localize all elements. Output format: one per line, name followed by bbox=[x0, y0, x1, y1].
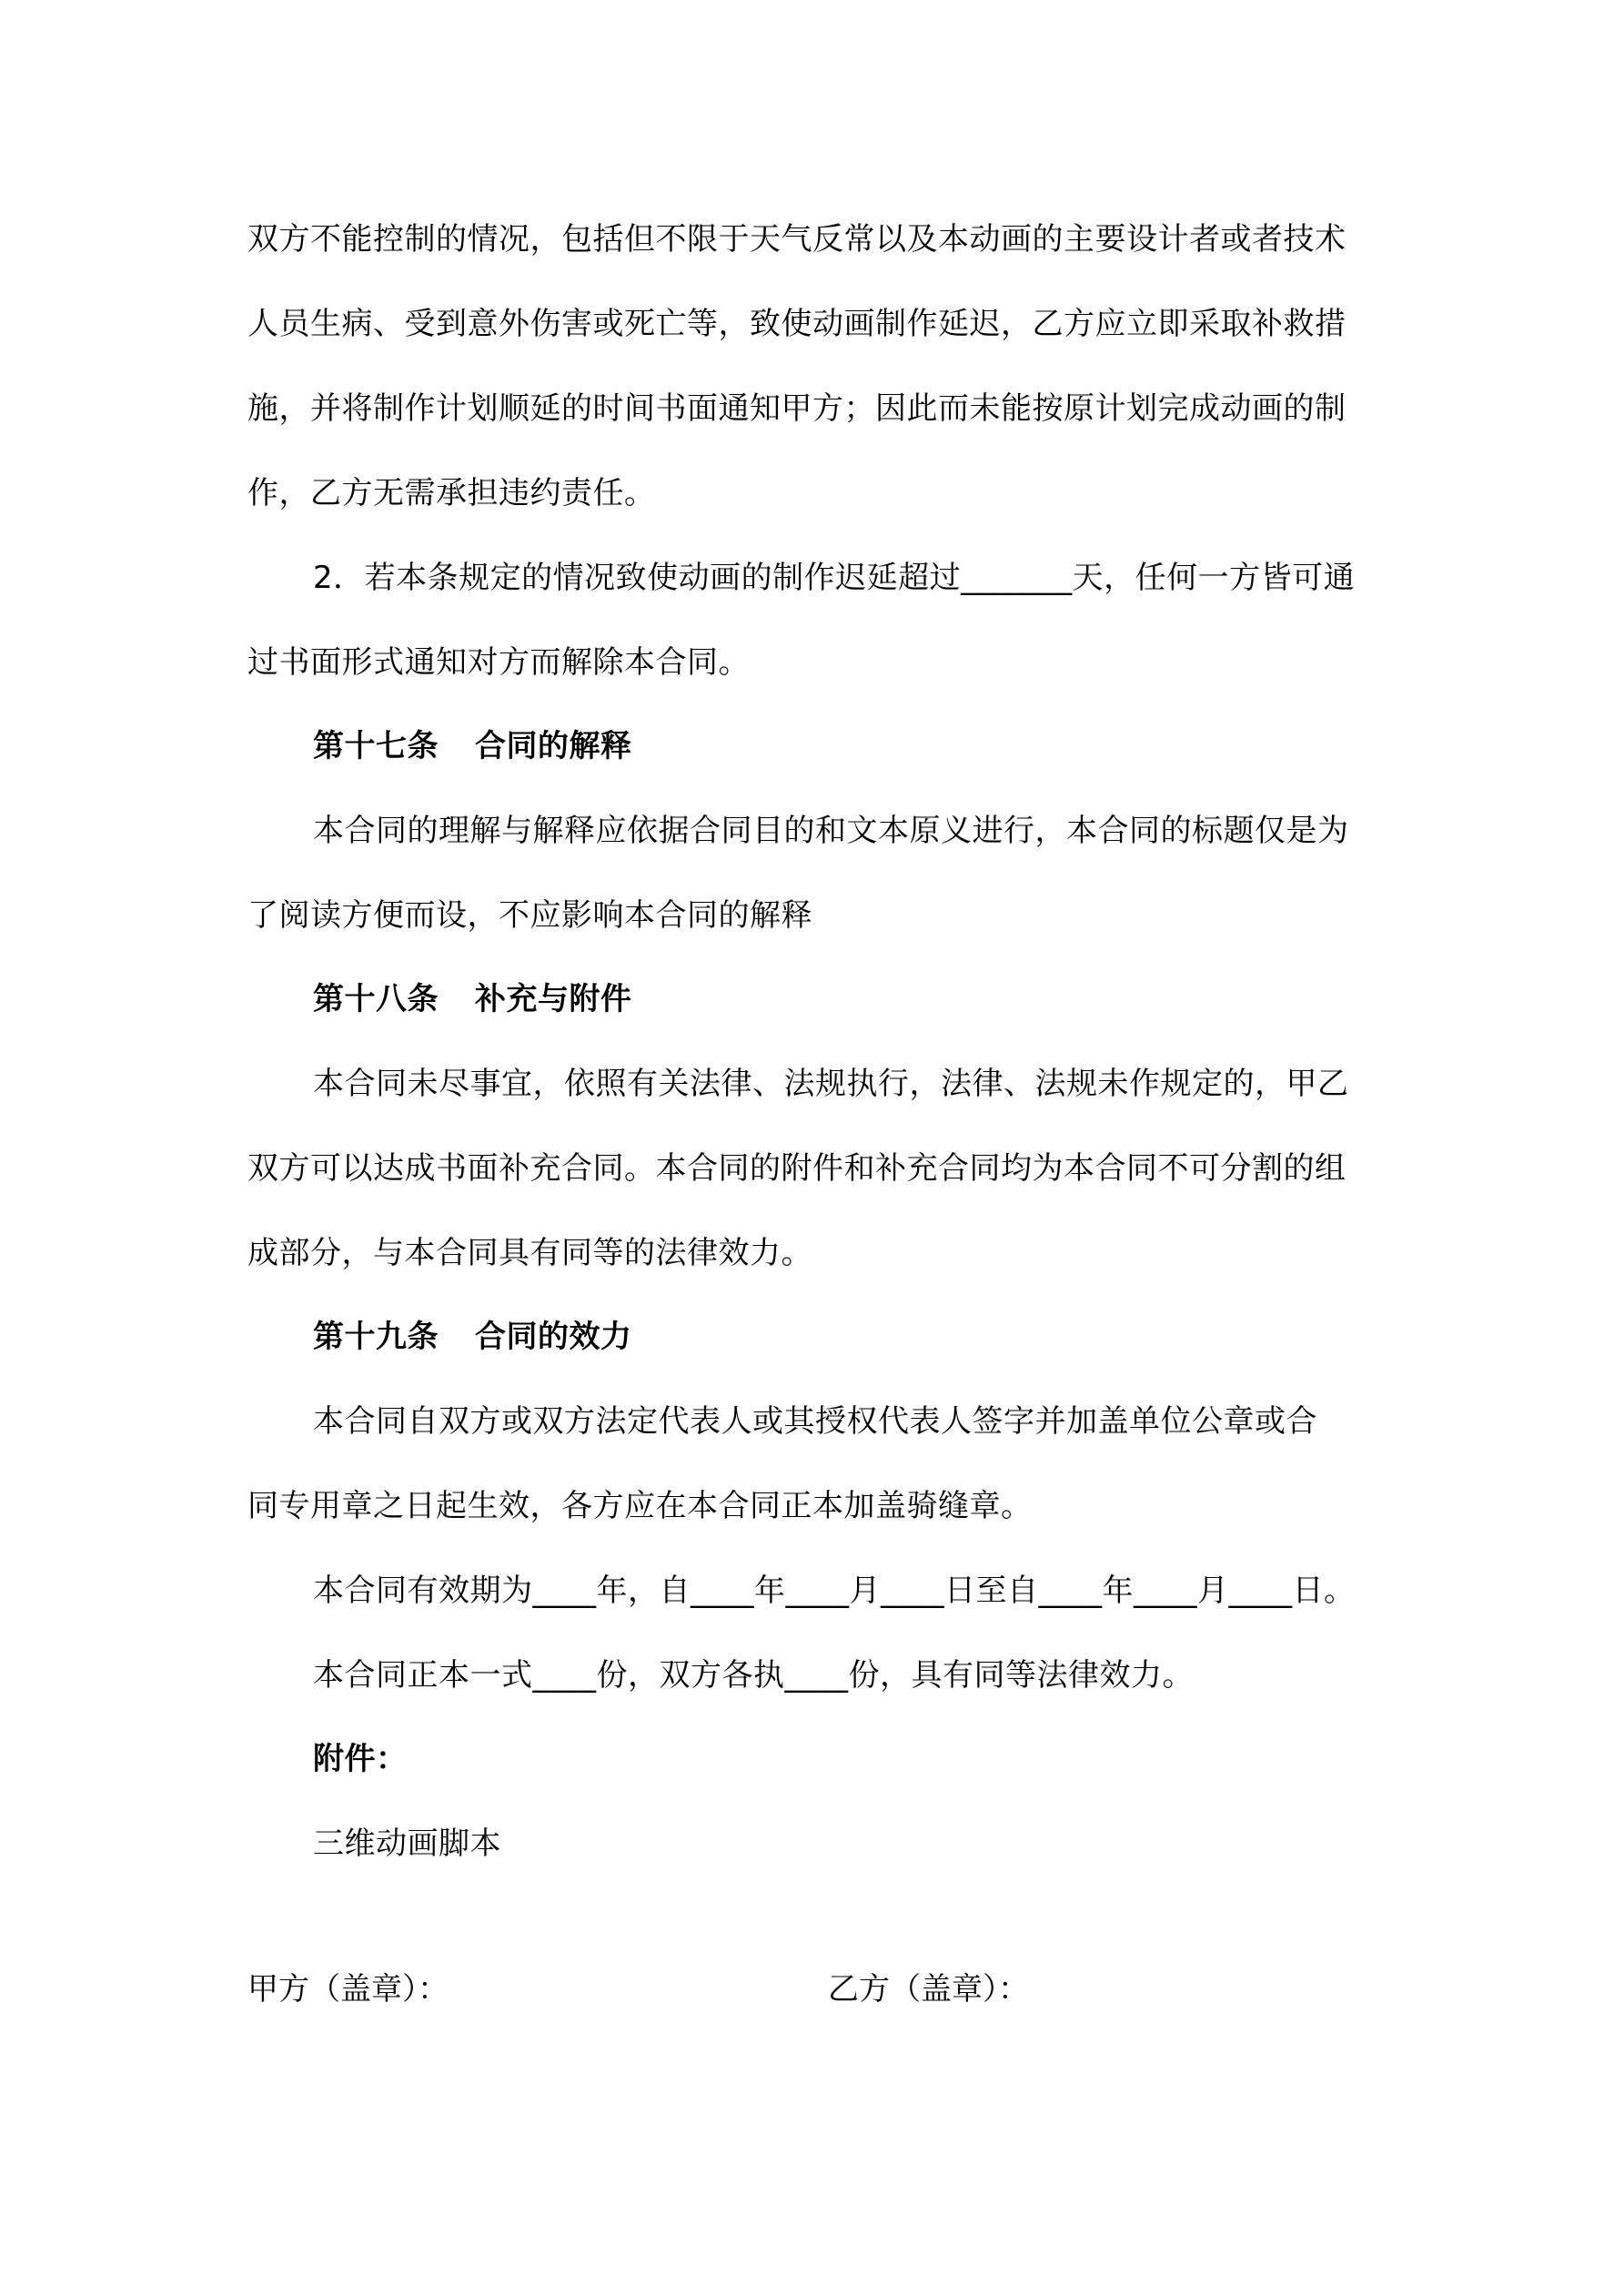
paragraph-line: 2．若本条规定的情况致使动画的制作迟延超过_______天，任何一方皆可通 bbox=[313, 560, 1356, 596]
party-a-signature-label: 甲方（盖章）： bbox=[247, 1971, 449, 2008]
paragraph-line: 过书面形式通知对方而解除本合同。 bbox=[247, 644, 750, 681]
copies-line: 本合同正本一式____份，双方各执____份，具有同等法律效力。 bbox=[313, 1657, 1194, 1694]
article-17-heading bbox=[313, 726, 1459, 766]
article-title: 补充与附件 bbox=[475, 981, 632, 1017]
article-19-heading bbox=[313, 1317, 1459, 1357]
article-18-heading bbox=[313, 979, 1459, 1019]
validity-period-line: 本合同有效期为____年，自____年____月____日至自____年____月____日。 bbox=[313, 1573, 1356, 1609]
paragraph-line: 人员生病、受到意外伤害或死亡等，致使动画制作延迟，乙方应立即采取补救措 bbox=[247, 306, 1347, 342]
article-number: 第十八条 bbox=[313, 981, 439, 1017]
attachment-item: 三维动画脚本 bbox=[313, 1826, 501, 1862]
attachment-label: 附件： bbox=[313, 1741, 408, 1777]
article-number: 第十七条 bbox=[313, 728, 439, 764]
paragraph-line: 了阅读方便而设，不应影响本合同的解释 bbox=[247, 897, 812, 934]
party-b-signature-label: 乙方（盖章）： bbox=[828, 1971, 1029, 2008]
article-title: 合同的效力 bbox=[475, 1319, 632, 1355]
paragraph-line: 双方不能控制的情况，包括但不限于天气反常以及本动画的主要设计者或者技术 bbox=[247, 221, 1347, 258]
paragraph-line: 本合同的理解与解释应依据合同目的和文本原义进行，本合同的标题仅是为 bbox=[313, 813, 1349, 849]
paragraph-line: 作，乙方无需承担违约责任。 bbox=[247, 475, 656, 511]
paragraph-line: 本合同未尽事宜，依照有关法律、法规执行，法律、法规未作规定的，甲乙 bbox=[313, 1066, 1349, 1102]
article-title: 合同的解释 bbox=[475, 728, 632, 764]
paragraph-line: 同专用章之日起生效，各方应在本合同正本加盖骑缝章。 bbox=[247, 1488, 1033, 1524]
article-number: 第十九条 bbox=[313, 1319, 439, 1355]
paragraph-line: 成部分，与本合同具有同等的法律效力。 bbox=[247, 1235, 812, 1271]
paragraph-line: 施，并将制作计划顺延的时间书面通知甲方；因此而未能按原计划完成动画的制 bbox=[247, 390, 1347, 427]
paragraph-line: 双方可以达成书面补充合同。本合同的附件和补充合同均为本合同不可分割的组 bbox=[247, 1150, 1347, 1187]
paragraph-line: 本合同自双方或双方法定代表人或其授权代表人签字并加盖单位公章或合 bbox=[313, 1403, 1317, 1440]
